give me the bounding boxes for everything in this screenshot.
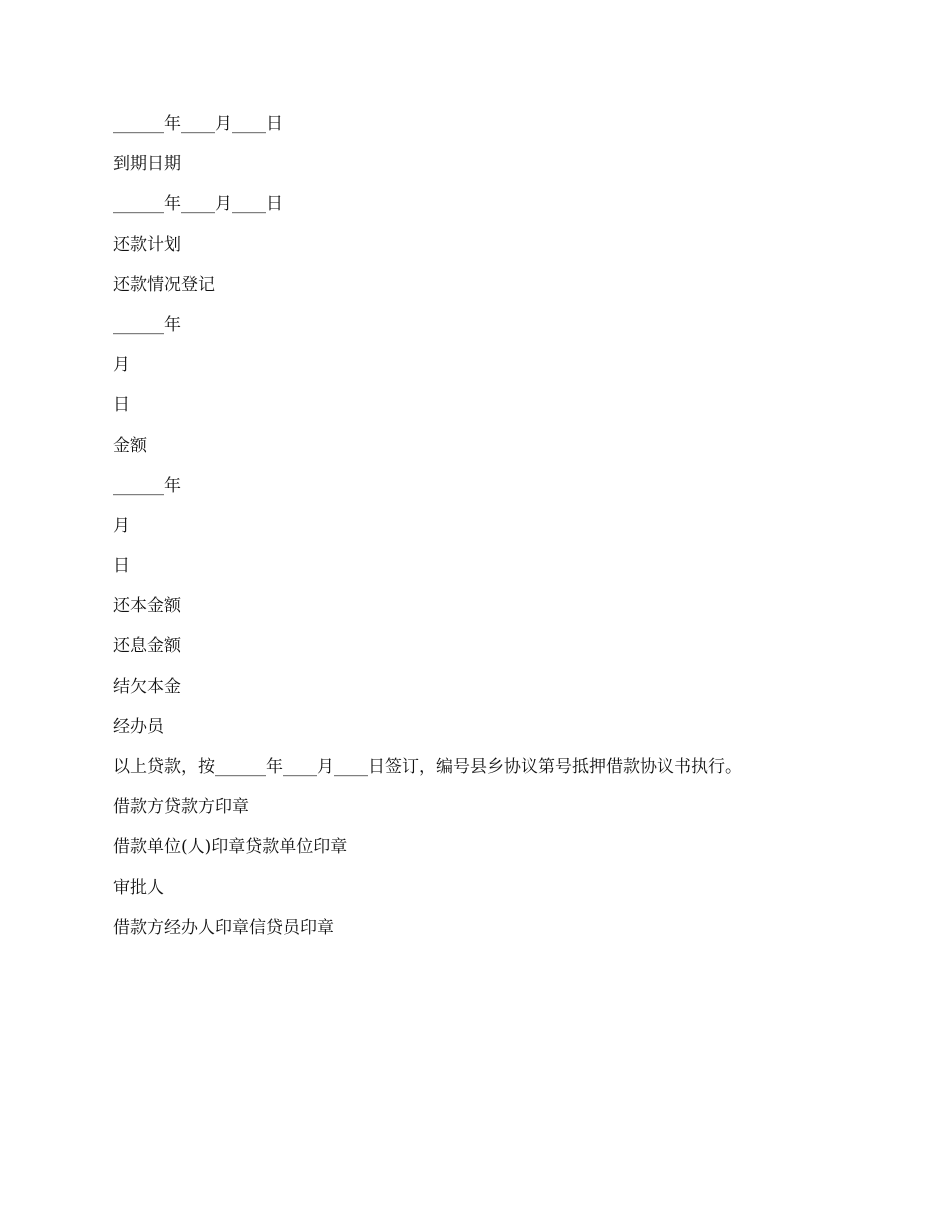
- handler-label: 经办员: [113, 716, 164, 737]
- year-line-2: ______年: [113, 475, 181, 496]
- principal-repaid-label: 还本金额: [113, 596, 181, 617]
- document-page: [113, 112, 913, 956]
- date-line-due: ______年____月____日: [113, 194, 283, 215]
- parties-seal-label: 借款方贷款方印章: [113, 797, 249, 818]
- due-date-label: 到期日期: [113, 154, 181, 175]
- interest-repaid-label: 还息金额: [113, 636, 181, 657]
- day-label-1: 日: [113, 395, 130, 416]
- day-label-2: 日: [113, 556, 130, 577]
- repayment-record-label: 还款情况登记: [113, 274, 215, 295]
- year-line-1: ______年: [113, 314, 181, 335]
- unit-seal-label: 借款单位(人)印章贷款单位印章: [113, 837, 348, 858]
- approver-label: 审批人: [113, 877, 164, 898]
- repayment-plan-label: 还款计划: [113, 234, 181, 255]
- outstanding-principal-label: 结欠本金: [113, 676, 181, 697]
- amount-label: 金额: [113, 435, 147, 456]
- agreement-statement: 以上贷款，按______年____月____日签订，编号县乡协议第号抵押借款协议书执行。: [113, 757, 742, 777]
- date-line-start: ______年____月____日: [113, 114, 283, 134]
- officer-seal-label: 借款方经办人印章信贷员印章: [113, 917, 334, 938]
- month-label-2: 月: [113, 515, 130, 536]
- month-label-1: 月: [113, 355, 130, 376]
